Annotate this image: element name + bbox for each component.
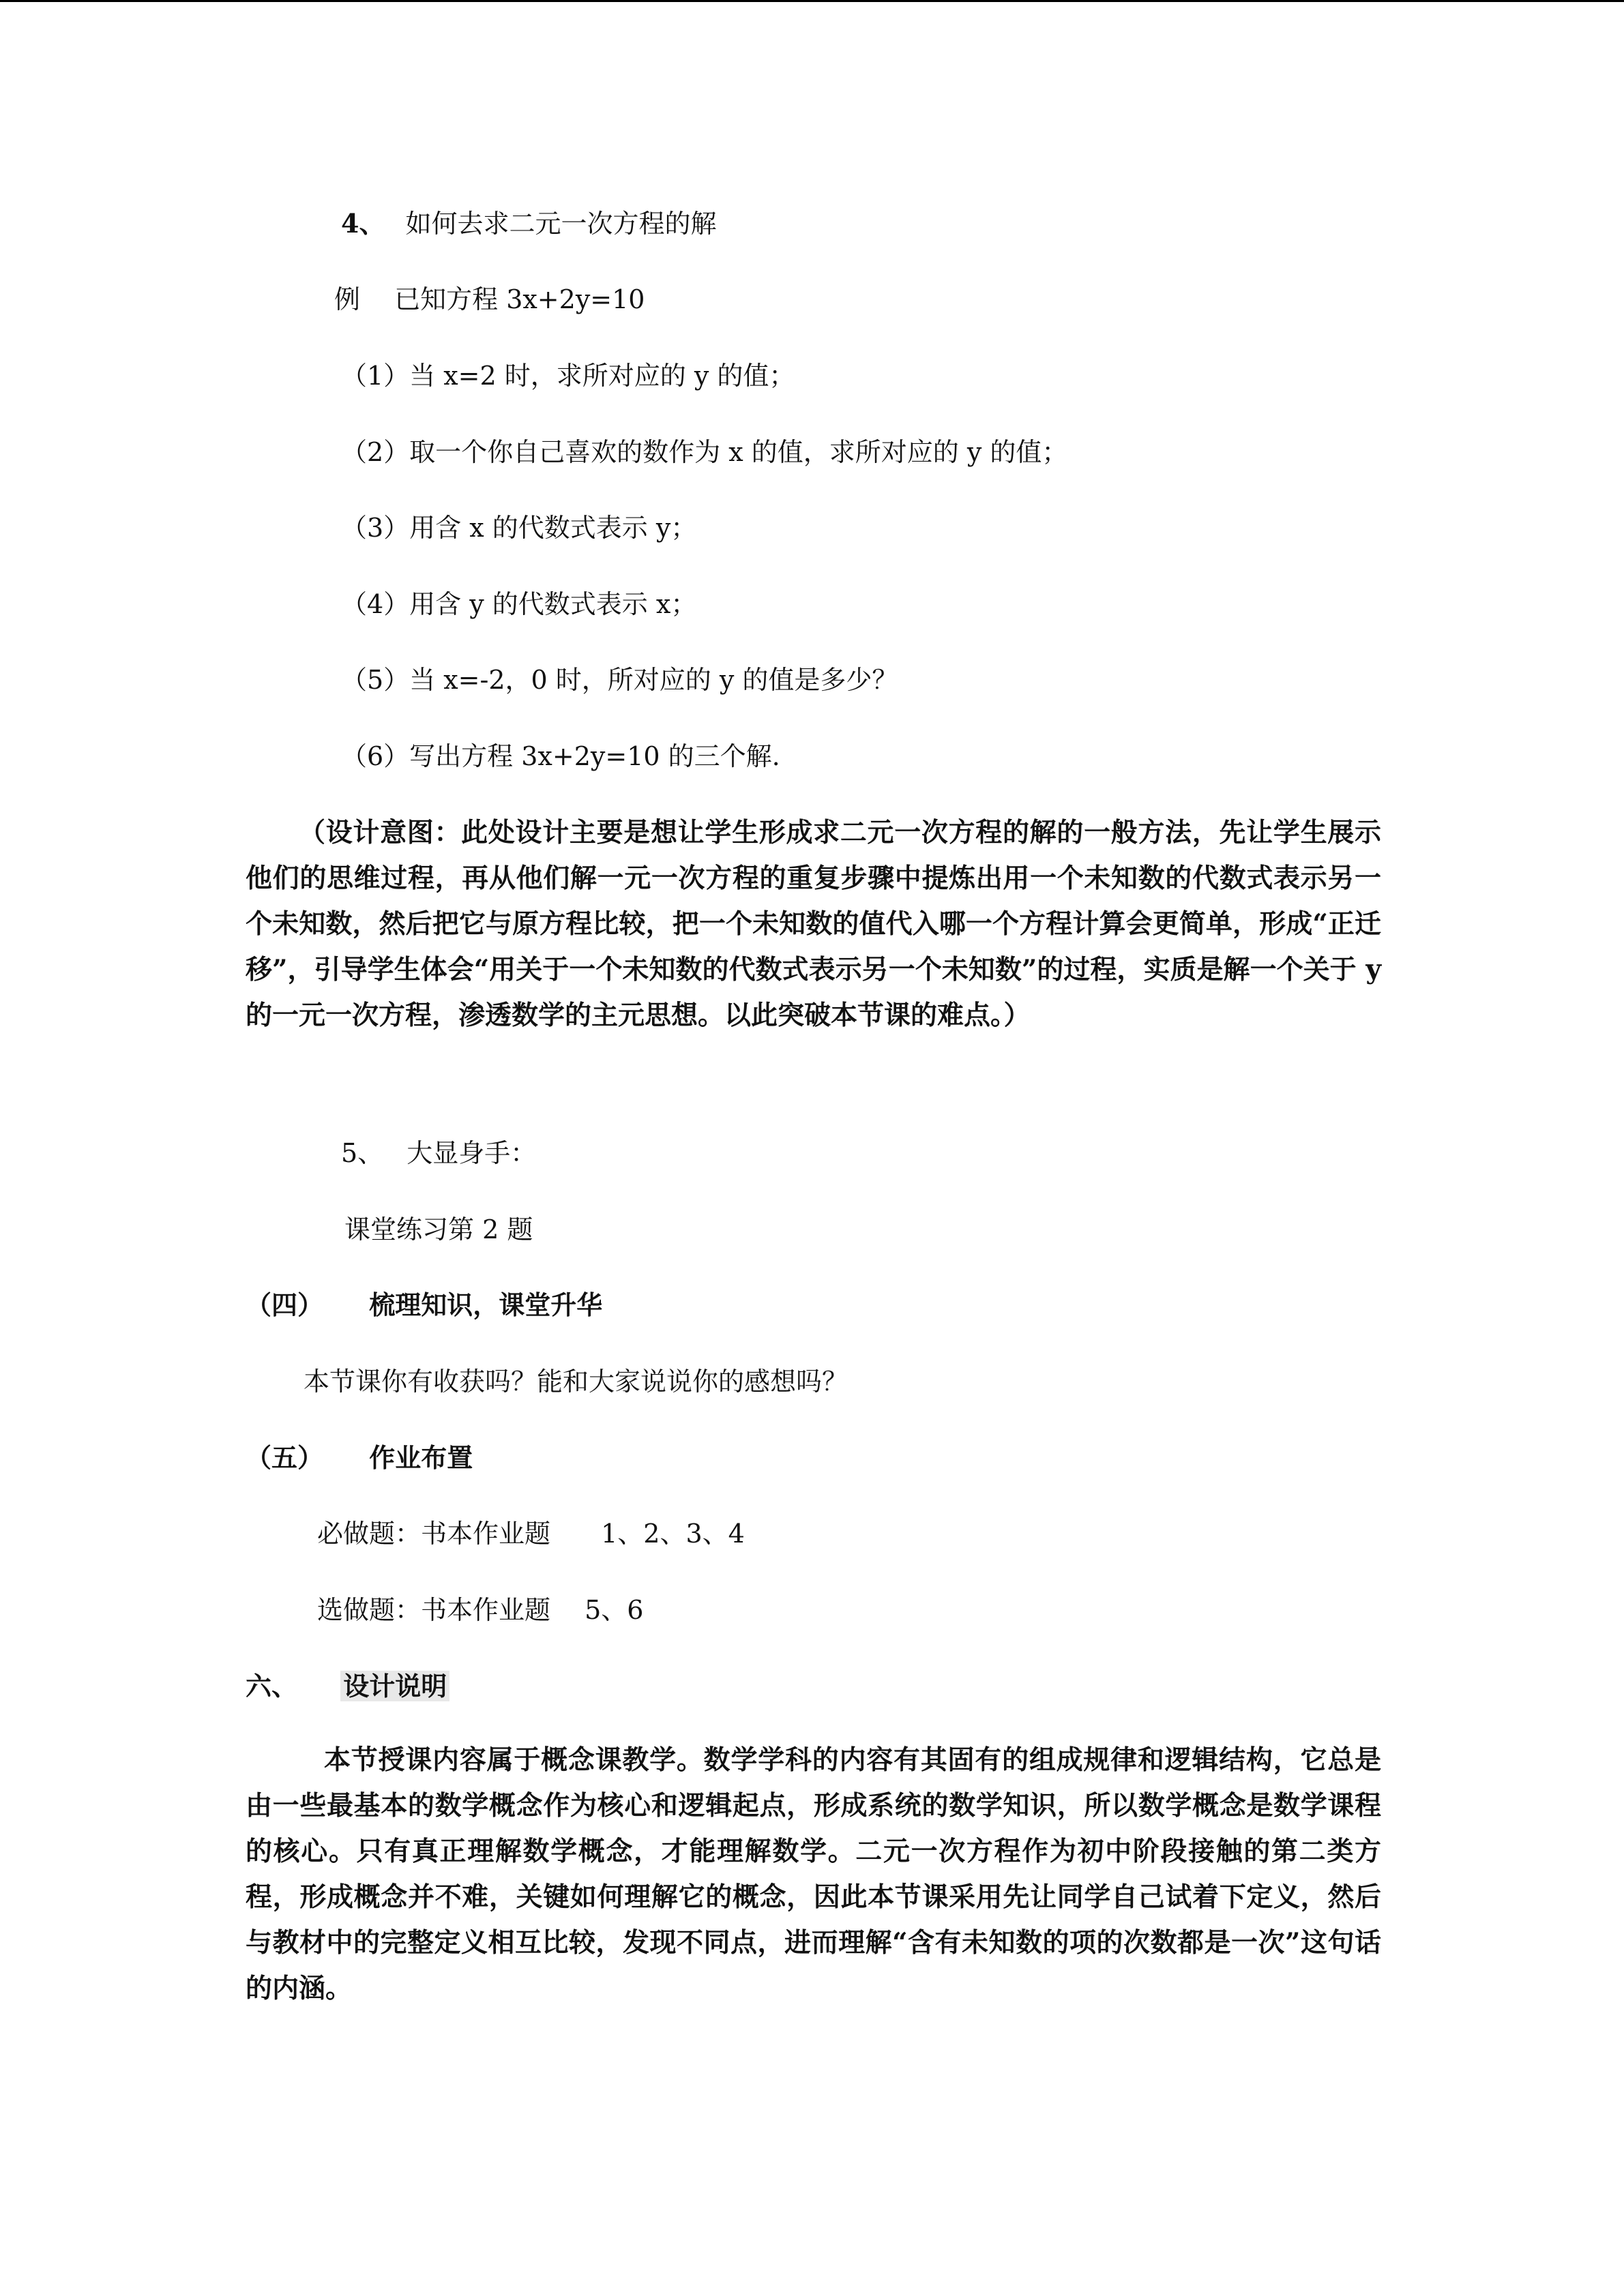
item-5-text: 大显身手： <box>407 1138 537 1168</box>
homework-required-items: 1、2、3、4 <box>601 1519 745 1549</box>
section-4-label: （四） <box>246 1289 324 1320</box>
section-4-title: 梳理知识，课堂升华 <box>369 1289 603 1320</box>
section-5-label: （五） <box>246 1442 324 1473</box>
question-1: （1）当 x=2 时，求所对应的 y 的值； <box>341 361 795 391</box>
example-label: 例 <box>334 284 361 314</box>
section-6-label: 六、 <box>246 1671 298 1701</box>
example <box>334 284 645 315</box>
section-5-title: 作业布置 <box>369 1442 473 1473</box>
example-text: 已知方程 3x+2y=10 <box>394 284 645 314</box>
question-3: （3）用含 x 的代数式表示 y； <box>341 513 697 543</box>
item-5-label: 5、 <box>341 1138 384 1168</box>
question-4: （4）用含 y 的代数式表示 x； <box>341 589 697 619</box>
question-6: （6）写出方程 3x+2y=10 的三个解. <box>341 741 780 771</box>
question-2: （2）取一个你自己喜欢的数作为 x 的值，求所对应的 y 的值； <box>341 437 1068 467</box>
design-intent-paragraph: （设计意图：此处设计主要是想让学生形成求二元一次方程的解的一般方法，先让学生展示他们的思维过程，再从他们解一元一次方程的重复步骤中提炼出用一个未知数的代数式表示另一个未知数，然后把它与原方程比较，把一个未知数的值代入哪一个方程计算会更简单，形成“正迁移”，引导学生体会“用关于一个未知数的代数式表示另一个未知数”的过程，实质是解一个关于 y 的一元一次方程，渗透数学的主元思想。以此突破本节课的难点。） <box>246 817 1381 1031</box>
section-6-heading <box>246 1671 449 1702</box>
item-4 <box>341 208 717 239</box>
section-5-heading <box>246 1442 473 1474</box>
homework-optional <box>317 1594 643 1626</box>
item-4-label: 4、 <box>341 208 385 239</box>
section-4-text: 本节课你有收获吗？能和大家说说你的感想吗？ <box>304 1367 848 1397</box>
homework-required-label: 必做题：书本作业题 <box>317 1519 551 1549</box>
homework-required <box>317 1518 745 1549</box>
item-5 <box>341 1137 536 1169</box>
design-notes-paragraph: 本节授课内容属于概念课教学。数学学科的内容有其固有的组成规律和逻辑结构，它总是由一些最基本的数学概念作为核心和逻辑起点，形成系统的数学知识，所以数学概念是数学课程的核心。只有真正理解数学概念，才能理解数学。二元一次方程作为初中阶段接触的第二类方程，形成概念并不难，关键如何理解它的概念，因此本节课采用先让同学自己试着下定义，然后与教材中的完整定义相互比较，发现不同点，进而理解“含有未知数的项的次数都是一次”这句话的内涵。 <box>246 1744 1381 2004</box>
item-4-text: 如何去求二元一次方程的解 <box>405 209 717 239</box>
classroom-practice: 课堂练习第 2 题 <box>344 1214 533 1244</box>
homework-optional-label: 选做题：书本作业题 <box>317 1595 551 1625</box>
section-6-title: 设计说明 <box>340 1671 449 1701</box>
question-5: （5）当 x=-2，0 时，所对应的 y 的值是多少？ <box>341 665 898 695</box>
section-4-heading <box>246 1289 602 1321</box>
homework-optional-items: 5、6 <box>585 1595 644 1625</box>
